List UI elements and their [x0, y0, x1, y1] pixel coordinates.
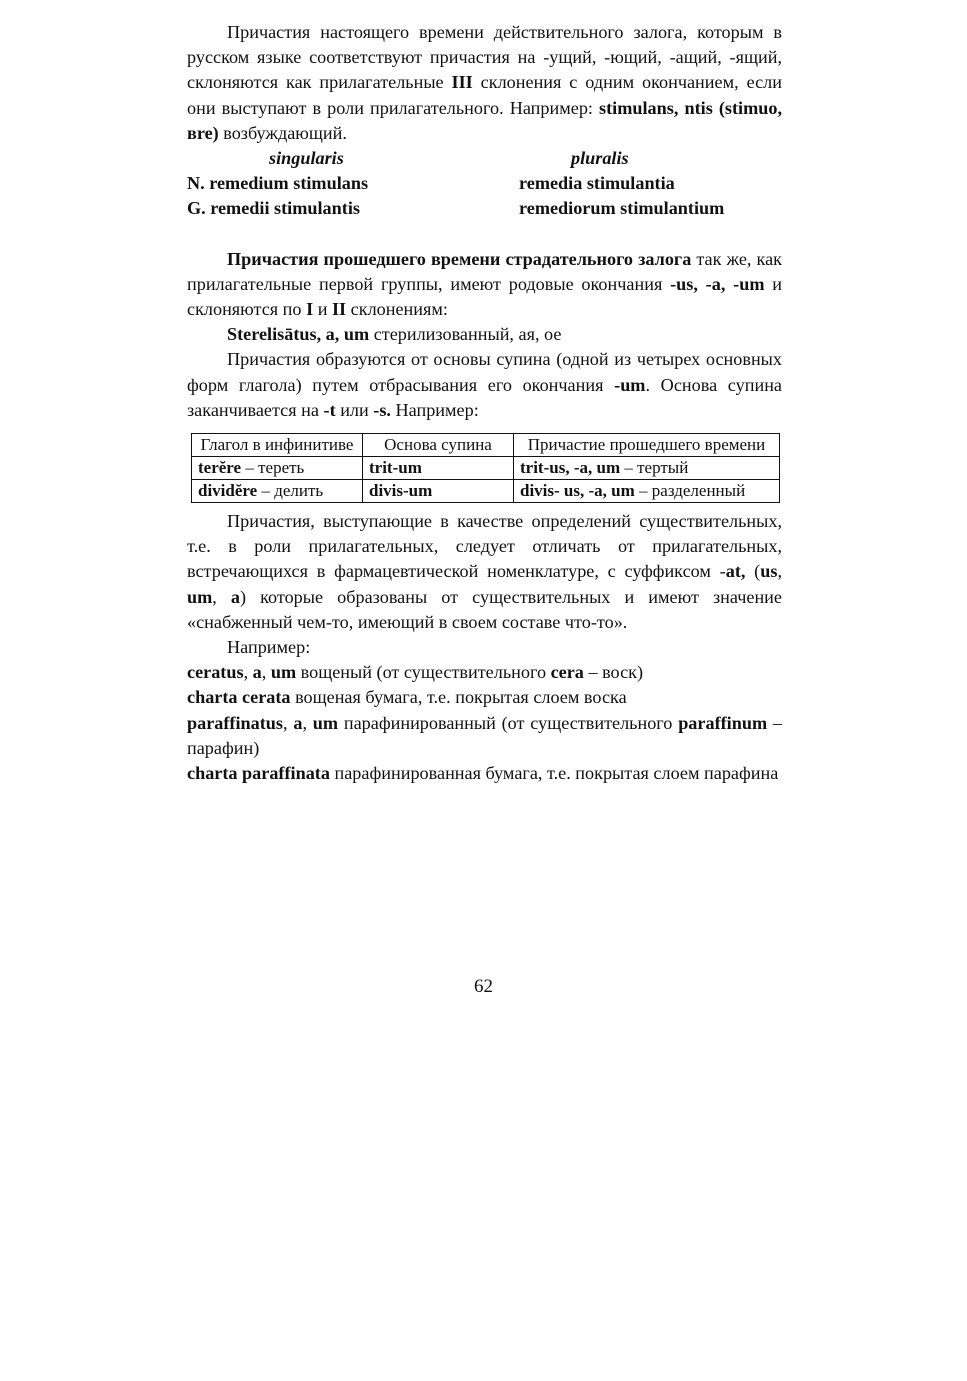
table-header: Основа супина	[363, 434, 514, 457]
text: вощеная бумага, т.е. покрытая слоем воска	[290, 687, 627, 708]
page-body	[187, 20, 782, 786]
paragraph-present-participles	[187, 20, 782, 146]
table-header: Глагол в инфинитиве	[192, 434, 363, 457]
text: ,	[777, 561, 782, 582]
participle-table	[191, 433, 780, 503]
text: Причастия, выступающие в качестве определений существительных, т.е. в роли прилагательных, следует отличать от прилагательных, встречающихся в фармацевтической номенклатуре, с суффиксом -	[187, 511, 782, 582]
pluralis-header: pluralis	[571, 148, 629, 169]
text: парафинированный (от существительного	[338, 712, 679, 733]
text: так же, как прилагательные первой группы, имеют родовые окончания	[187, 248, 782, 294]
text: стерилизованный, ая, ое	[369, 324, 562, 345]
bold-text: terĕre	[198, 458, 242, 478]
bold-text: II	[331, 299, 347, 320]
bold-text: dividĕre	[198, 481, 258, 501]
bold-text: paraffinatus	[187, 712, 283, 733]
text: – парафин)	[187, 712, 782, 758]
bold-text: us	[760, 561, 778, 582]
declension-row	[187, 171, 782, 196]
plural-form: remediorum stimulantium	[519, 198, 725, 219]
table-row	[192, 480, 780, 503]
singularis-header: singularis	[269, 148, 344, 169]
bold-text: at,	[725, 561, 746, 582]
text: – тереть	[241, 458, 305, 478]
table-header: Причастие прошедшего времени	[514, 434, 780, 457]
declension-row	[187, 196, 782, 221]
example-sterelisatus	[187, 322, 782, 347]
table-cell	[363, 480, 514, 503]
bold-text: a	[293, 712, 303, 733]
bold-text: -um	[614, 374, 646, 395]
bold-text: Причастия прошедшего времени страдательного залога	[227, 248, 692, 269]
text: или	[335, 399, 374, 420]
table-cell	[514, 480, 780, 503]
text: ) которые образованы от существительных и имеют значение «снабженный чем-то, имеющий в своем составе что-то».	[187, 586, 782, 632]
text: возбуждающий.	[218, 122, 347, 143]
text: ,	[243, 662, 253, 683]
table-cell	[192, 480, 363, 503]
text: склонениям:	[346, 299, 448, 320]
text: – тертый	[620, 458, 689, 478]
text: вощеный (от существительного	[296, 662, 551, 683]
paragraph-for-example: Например:	[227, 637, 311, 658]
bold-text: Sterelisātus, a, um	[227, 324, 370, 345]
text: парафинированная бумага, т.е. покрытая слоем парафина	[329, 763, 779, 784]
plural-form: remedia stimulantia	[519, 173, 675, 194]
bold-text: a	[230, 586, 240, 607]
table-cell	[514, 457, 780, 480]
bold-text: I	[306, 299, 314, 320]
paragraph-supine	[187, 347, 782, 423]
bold-text: ceratus	[187, 662, 244, 683]
bold-text: -t	[323, 399, 336, 420]
table-cell	[192, 457, 363, 480]
bold-text: um	[270, 662, 297, 683]
bold-text: paraffinum	[678, 712, 768, 733]
bold-text: III	[451, 72, 473, 93]
table-row	[192, 457, 780, 480]
bold-text: trit-um	[369, 458, 422, 478]
text: Причастия настоящего времени действительного залога, которым в русском языке соответствуют причастия на -ущий, -ющий, -ащий, -ящий, склоняются как прилагательные	[187, 22, 782, 93]
singular-form: G. remedii stimulantis	[187, 198, 360, 219]
bold-text: cera	[550, 662, 584, 683]
singular-form: N. remedium stimulans	[187, 173, 369, 194]
bold-text: -s.	[373, 399, 391, 420]
bold-text: divis-um	[369, 481, 433, 501]
bold-text: um	[312, 712, 339, 733]
text: – разделенный	[634, 481, 746, 501]
spacer	[187, 222, 782, 247]
bold-text: charta paraffinata	[187, 763, 330, 784]
paragraph-distinguish	[187, 509, 782, 635]
text: . Основа супина заканчивается на	[187, 374, 782, 420]
text: ,	[212, 586, 231, 607]
text: Причастия образуются от основы супина (одной из четырех основных форм глагола) путем отбрасывания его окончания	[187, 349, 782, 395]
bold-text: stimulans, ntis (stimuo, вre)	[187, 97, 782, 143]
text: ,	[261, 662, 271, 683]
example-line	[187, 660, 782, 685]
declension-table	[187, 146, 782, 222]
bold-text: charta cerata	[187, 687, 291, 708]
text: и	[313, 299, 332, 320]
bold-text: trit-us, -a, um	[520, 458, 621, 478]
table-cell	[363, 457, 514, 480]
text: – делить	[257, 481, 324, 501]
bold-text: divis- us, -a, um	[520, 481, 635, 501]
example-line	[187, 685, 782, 710]
text: склонения с одним окончанием, если они выступают в роли прилагательного. Например:	[187, 72, 782, 118]
example-line	[187, 711, 782, 761]
bold-text: -us, -a, -um	[670, 273, 765, 294]
text: – воск)	[583, 662, 644, 683]
text: ,	[283, 712, 294, 733]
text: ,	[302, 712, 313, 733]
table-header-row	[192, 434, 780, 457]
bold-text: a	[252, 662, 262, 683]
example-line	[187, 761, 782, 786]
bold-text: um	[187, 586, 213, 607]
page-number: 62	[474, 976, 493, 997]
paragraph-past-participles	[187, 247, 782, 323]
text: (	[745, 561, 761, 582]
text: Например:	[390, 399, 479, 420]
text: и склоняются по	[187, 273, 782, 320]
